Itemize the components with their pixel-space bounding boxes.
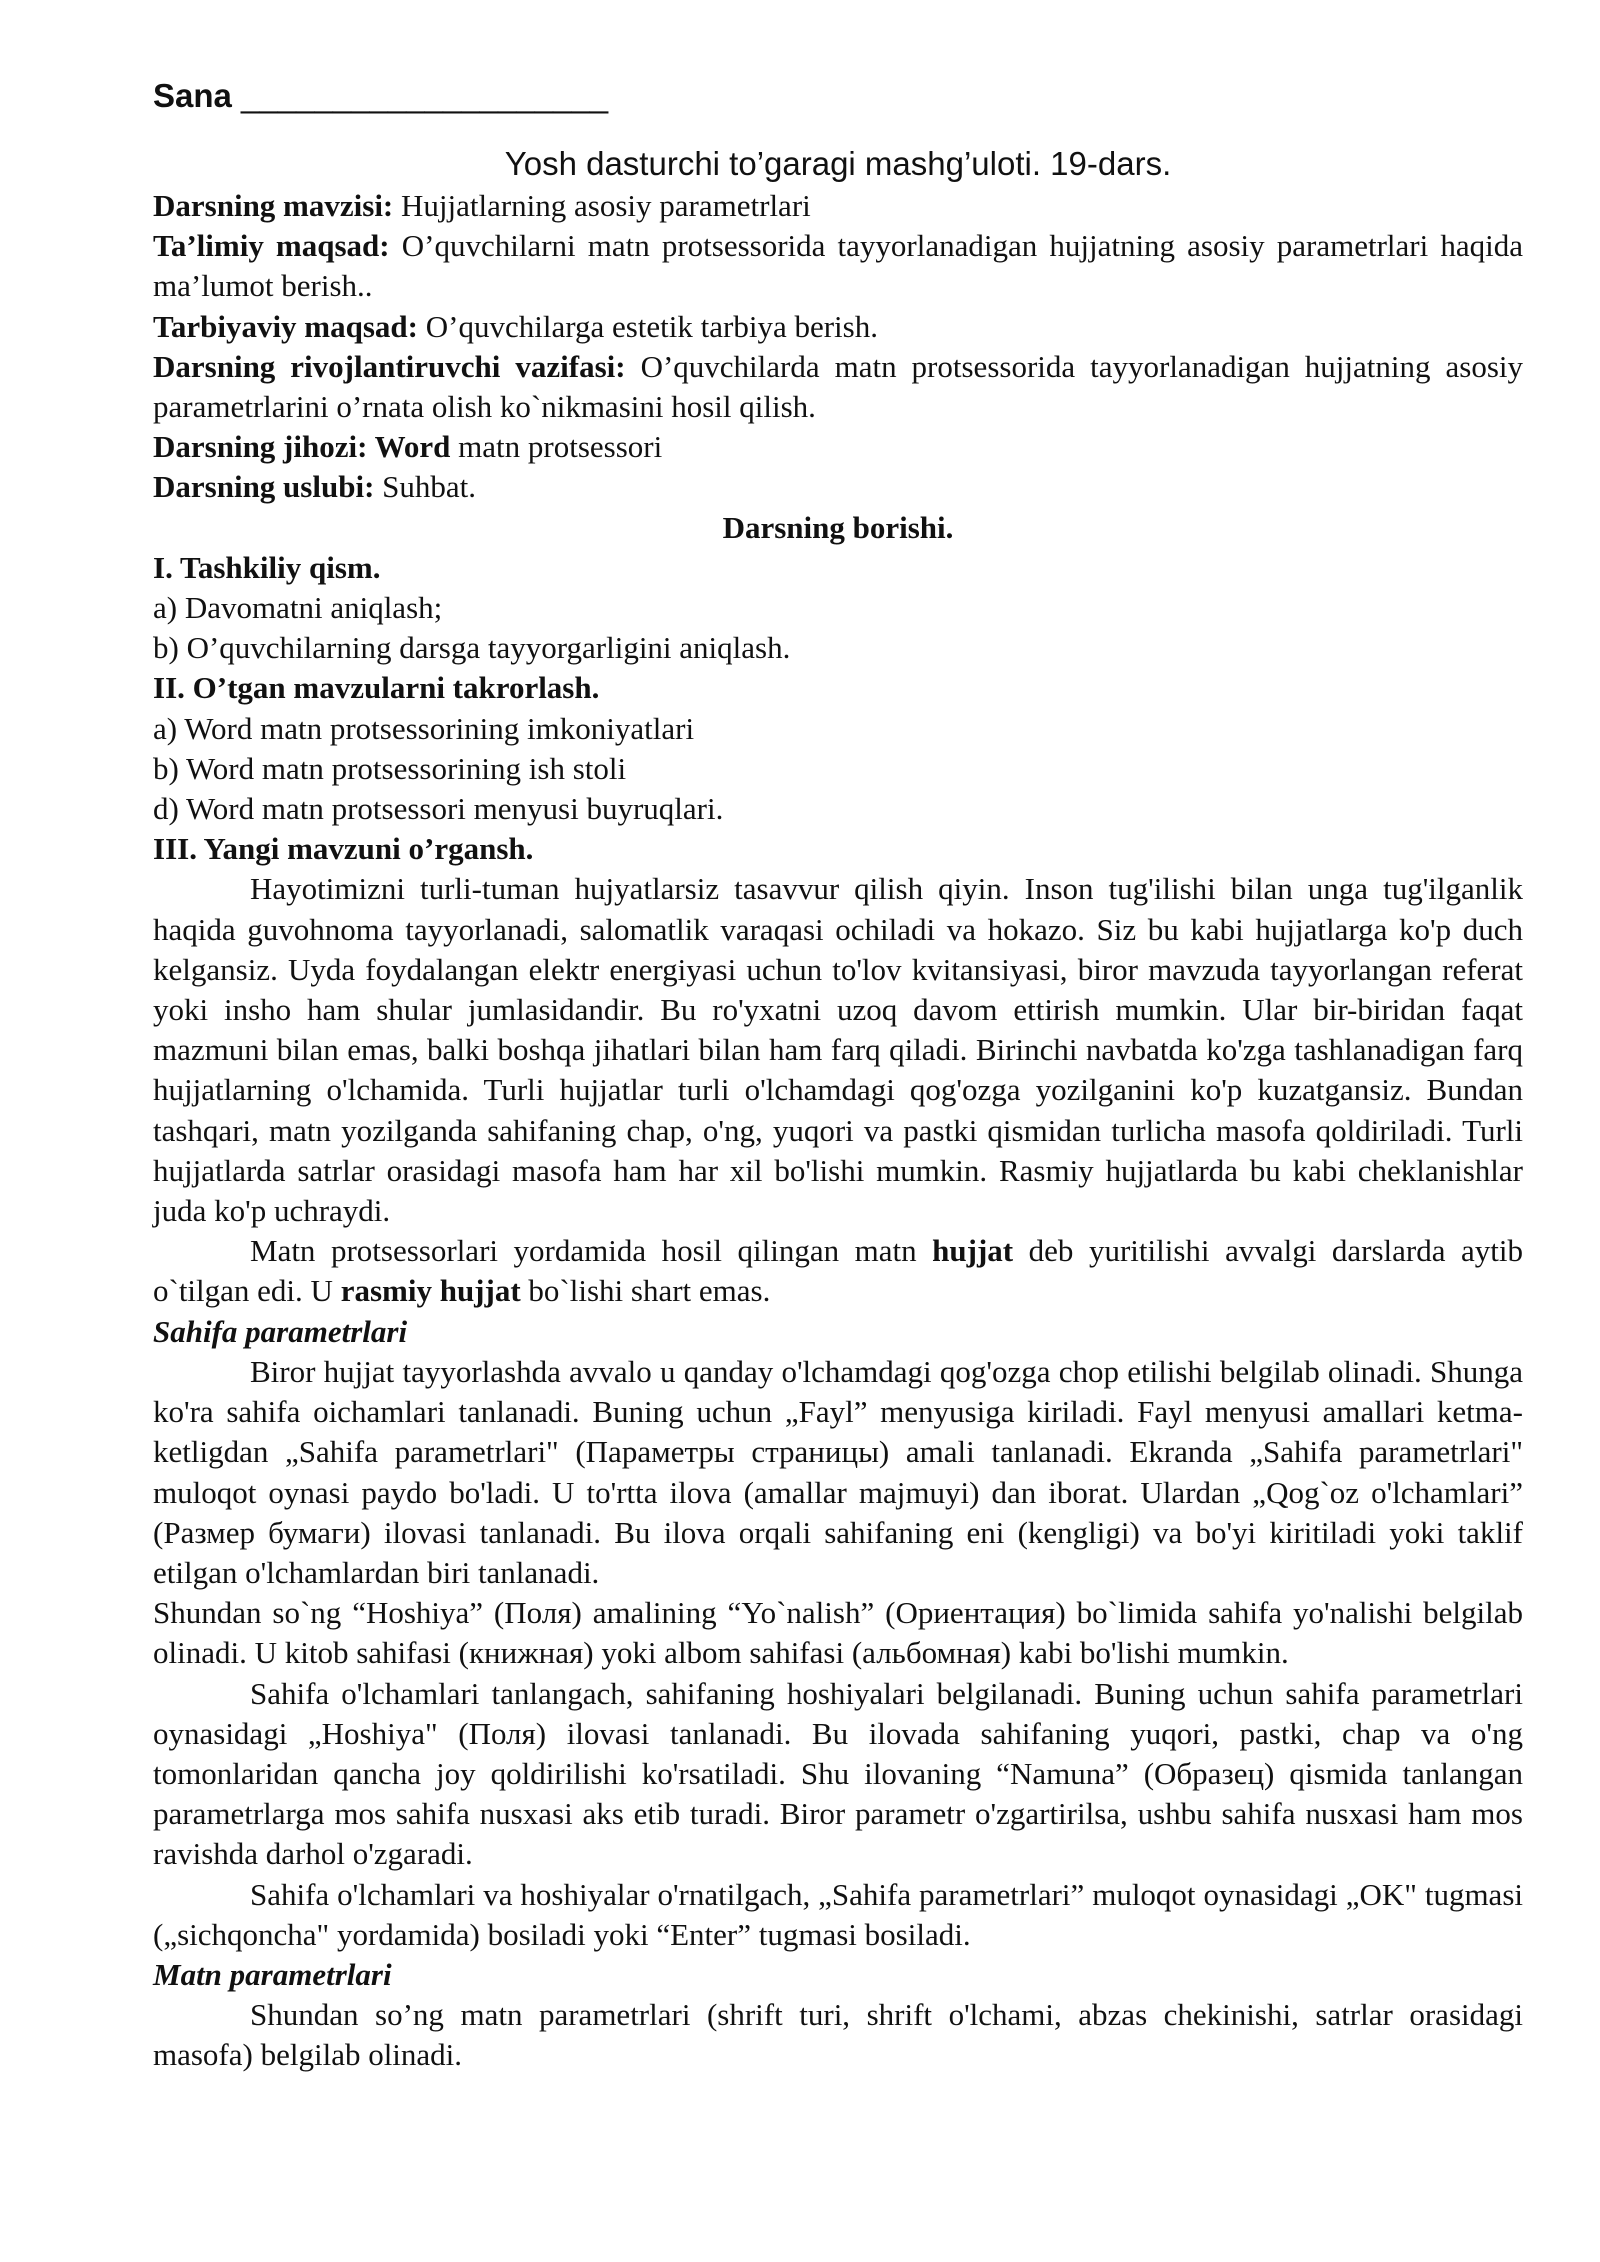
topic-label: Darsning mavzisi: xyxy=(153,188,394,223)
list-item: b) O’quvchilarning darsga tayyorgarligini aniqlash. xyxy=(153,630,791,666)
body-paragraph xyxy=(153,1231,1523,1311)
body-paragraph: Sahifa o'lchamlari tanlangach, sahifaning hoshiyalari belgilanadi. Buning uchun sahifa parametrlari oynasidagi „Hoshiya" (Поля) ilovasi tanlanadi. Bu ilovada sahifaning yuqori, pastki, chap va o'ng tomonlaridan qancha joy qoldirilishi ko'rsatiladi. Shu ilovaning “Namuna” (Образец) qismida tanlangan parametrlarga mos sahifa nusxasi aks etib turadi. Biror parametr o'zgartirilsa, ushbu sahifa nusxasi ham mos ravishda darhol o'zgaradi. xyxy=(153,1675,1523,1872)
text-run: Matn protsessorlari yordamida hosil qilingan matn xyxy=(250,1233,933,1269)
upbringing-goal-label: Tarbiyaviy maqsad: xyxy=(153,308,418,344)
text-run: bo`lishi shart emas. xyxy=(520,1273,771,1309)
date-blank-line: ____________________ xyxy=(241,77,609,114)
section-3-heading: III. Yangi mavzuni o’rgansh. xyxy=(153,831,534,867)
lesson-title: Yosh dasturchi to’garagi mashg’uloti. 19-dars. xyxy=(504,145,1172,182)
method-line xyxy=(153,467,1523,507)
development-task-label: Darsning rivojlantiruvchi vazifasi: xyxy=(153,348,626,384)
equipment-label: Darsning jihozi: Word xyxy=(153,429,451,465)
body-paragraph: Shundan so’ng matn parametrlari (shrift turi, shrift o'lchami, abzas chekinishi, satrlar orasidagi masofa) belgilab olinadi. xyxy=(153,1997,1523,2073)
date-label: Sana xyxy=(153,77,232,114)
educational-goal-value: O’quvchilarni matn protsessorida tayyorlanadigan hujjatning asosiy parametrlari haqida ma’lumot berish.. xyxy=(153,228,1523,304)
body-paragraph: Hayotimizni turli-tuman hujyatlarsiz tasavvur qilish qiyin. Inson tug'ilishi bilan unga tug'ilganlik haqida guvohnoma tayyorlanadi, salomatlik varaqasi ochiladi va hokazo. Siz bu kabi hujjatlarga ko'p duch kelgansiz. Uyda foydalangan elektr energiyasi uchun to'lov kvitansiyasi, biror mavzuda tayyorlangan referat yoki insho ham shular jumlasidandir. Bu ro'yxatni uzoq davom ettirish mumkin. Ular bir-biridan faqat mazmuni bilan emas, balki boshqa jihatlari bilan ham farq qiladi. Birinchi navbatda ko'zga tashlanadigan farq hujjatlarning o'lchamida. Turli hujjatlar turli o'lchamdagi qog'ozga yozilganini ko'p kuzatgansiz. Bundan tashqari, matn yozilganda sahifaning chap, o'ng, yuqori va pastki qismidan turlicha masofa qoldiriladi. Turli hujjatlarda satrlar orasidagi masofa ham har xil bo'lishi mumkin. Rasmiy hujjatlarda bu kabi cheklanishlar juda ko'p uchraydi. xyxy=(153,871,1523,1229)
development-task-value: O’quvchilarda matn protsessorida tayyorlanadigan hujjatning asosiy parametrlarini o’rnata olish ko`nikmasini hosil qilish. xyxy=(153,348,1523,425)
bold-term: rasmiy hujjat xyxy=(340,1273,521,1309)
body-paragraph: Biror hujjat tayyorlashda avvalo u qanday o'lchamdagi qog'ozga chop etilishi belgilab olinadi. Shunga ko'ra sahifa oichamlari tanlanadi. Buning uchun „Fayl” menyusiga kiriladi. Fayl menyusi amallari ketma-ketligdan „Sahifa parametrlari" (Параметры страницы) amali tanlanadi. Ekranda „Sahifa parametrlari" muloqot oynasi paydo bo'ladi. U to'rtta ilova (amallar majmuyi) dan iborat. Ulardan „Qog`oz o'lchamlari” (Размер бумаги) ilovasi tanlanadi. Bu ilova orqali sahifaning eni (kengligi) va bo'yi kiritiladi yoki taklif etilgan o'lchamlardan biri tanlanadi. xyxy=(153,1353,1523,1590)
body-paragraph: Shundan so`ng “Hoshiya” (Поля) amalining “Yo`nalish” (Ориентация) bo`limida sahifa yo'nalishi belgilab olinadi. U kitob sahifasi (книжная) yoki albom sahifasi (альбомная) kabi bo'lishi mumkin. xyxy=(153,1595,1523,1671)
bold-term: hujjat xyxy=(932,1233,1014,1269)
lesson-progress-heading: Darsning borishi. xyxy=(722,509,954,545)
development-task xyxy=(153,347,1523,427)
list-item: a) Davomatni aniqlash; xyxy=(153,590,443,626)
method-label: Darsning uslubi: xyxy=(153,469,375,505)
date-field xyxy=(153,70,1523,122)
equipment-value: matn protsessori xyxy=(450,429,663,465)
list-item: a) Word matn protsessorining imkoniyatlari xyxy=(153,710,695,746)
document-page xyxy=(153,70,1523,2076)
body-paragraph: Sahifa o'lchamlari va hoshiyalar o'rnatilgach, „Sahifa parametrlari” muloqot oynasidagi „OK" tugmasi („sichqoncha" yordamida) bosiladi yoki “Enter” tugmasi bosiladi. xyxy=(153,1876,1523,1952)
upbringing-goal xyxy=(153,307,1523,347)
page-parameters-heading: Sahifa parametrlari xyxy=(153,1313,408,1349)
topic-value: Hujjatlarning asosiy parametrlari xyxy=(393,188,811,223)
list-item: d) Word matn protsessori menyusi buyruqlari. xyxy=(153,791,724,827)
method-value: Suhbat. xyxy=(374,469,477,505)
educational-goal xyxy=(153,226,1523,306)
list-item: b) Word matn protsessorining ish stoli xyxy=(153,750,627,786)
section-2-heading: II. O’tgan mavzularni takrorlash. xyxy=(153,670,600,706)
text-run: deb yuritilishi avvalgi darslarda aytib o`tilgan edi. U xyxy=(153,1233,1523,1309)
equipment-line xyxy=(153,427,1523,467)
upbringing-goal-value: O’quvchilarga estetik tarbiya berish. xyxy=(418,308,878,344)
educational-goal-label: Ta’limiy maqsad: xyxy=(153,228,390,264)
topic-line xyxy=(153,186,1523,226)
text-parameters-heading: Matn parametrlari xyxy=(153,1956,392,1992)
section-1-heading: I. Tashkiliy qism. xyxy=(153,549,381,585)
